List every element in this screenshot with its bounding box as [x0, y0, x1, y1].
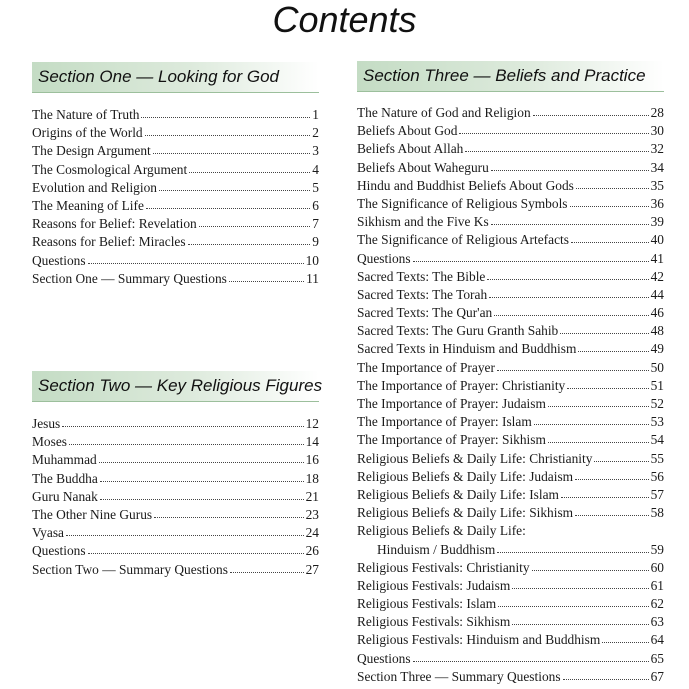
page-title: Contents [272, 0, 417, 40]
entry-page-number: 9 [312, 234, 319, 250]
entry-title: Beliefs About God [357, 123, 458, 139]
entry-title: The Importance of Prayer: Judaism [357, 396, 546, 411]
entry-title: The Design Argument [32, 143, 151, 159]
toc-entry[interactable] [32, 506, 319, 524]
toc-entry[interactable] [32, 542, 319, 560]
entry-title: Religious Beliefs & Daily Life: Islam [357, 486, 559, 502]
entry-page-number: 49 [650, 341, 664, 357]
toc-entry[interactable] [32, 470, 319, 488]
dot-leader [145, 125, 311, 136]
toc-entry[interactable] [357, 577, 664, 595]
dot-leader [154, 507, 303, 518]
entry-page-number: 4 [312, 161, 319, 177]
toc-entry[interactable] [32, 142, 319, 160]
entry-title: Beliefs About Waheguru [357, 159, 489, 175]
toc-entry[interactable] [357, 250, 664, 268]
entry-title: Sacred Texts: The Torah [357, 286, 488, 302]
entry-title: The Meaning of Life [32, 197, 144, 213]
entry-title: Religious Beliefs & Daily Life: Judaism [357, 468, 574, 484]
toc-entry[interactable] [357, 613, 664, 631]
dot-leader [512, 578, 648, 589]
toc-entry[interactable] [357, 231, 664, 249]
dot-leader [459, 123, 648, 134]
entry-page-number: 60 [650, 559, 664, 575]
entry-page-number: 40 [650, 232, 664, 248]
entry-title: Reasons for Belief: Miracles [32, 234, 186, 250]
entry-title: Sacred Texts: The Qur'an [357, 305, 493, 321]
entry-title: Sikhism and the Five Ks [357, 214, 489, 230]
toc-entry[interactable] [32, 488, 319, 506]
toc-entry[interactable] [357, 122, 664, 140]
entry-page-number: 42 [650, 268, 664, 284]
toc-entry[interactable] [357, 668, 664, 686]
entry-page-number: 50 [650, 359, 664, 375]
entry-page-number: 55 [650, 450, 664, 466]
toc-entry[interactable] [357, 450, 664, 468]
toc-entry[interactable] [357, 322, 664, 340]
entry-title: Guru Nanak [32, 488, 98, 504]
entry-page-number: 30 [650, 123, 664, 139]
entry-page-number: 11 [306, 270, 319, 286]
entry-page-number: 26 [305, 543, 319, 559]
toc-entry[interactable] [32, 124, 319, 142]
dot-leader [199, 216, 311, 227]
toc-entry[interactable] [32, 252, 319, 270]
toc-entry[interactable] [357, 340, 664, 358]
toc-entry[interactable] [357, 395, 664, 413]
entry-title: Sacred Texts: The Guru Granth Sahib [357, 323, 559, 339]
entry-title: The Other Nine Gurus [32, 506, 153, 522]
entry-title: The Nature of Truth [32, 107, 140, 122]
toc-entry[interactable] [32, 524, 319, 542]
dot-leader [153, 143, 311, 154]
entry-page-number: 61 [650, 577, 664, 593]
dot-leader [69, 434, 304, 445]
entry-page-number: 12 [305, 416, 319, 431]
toc-entry[interactable] [32, 433, 319, 451]
dot-leader [575, 469, 649, 480]
entry-title: Sacred Texts in Hinduism and Buddhism [357, 341, 577, 357]
entry-page-number: 57 [650, 486, 664, 502]
entry-title: The Significance of Religious Symbols [357, 195, 568, 211]
entry-title: Questions [357, 650, 411, 666]
toc-entry[interactable] [32, 161, 319, 179]
toc-entry[interactable] [357, 595, 664, 613]
dot-leader [548, 396, 649, 407]
dot-leader [413, 651, 649, 662]
entry-title: Hindu and Buddhist Beliefs About Gods [357, 177, 574, 193]
dot-leader [532, 560, 649, 571]
entry-title: The Importance of Prayer: Sikhism [357, 432, 546, 448]
toc-entry[interactable] [357, 213, 664, 231]
entry-page-number: 67 [650, 668, 664, 684]
dot-leader [571, 232, 649, 243]
dot-leader [533, 105, 649, 116]
entry-page-number: 39 [650, 214, 664, 230]
dot-leader [561, 487, 649, 498]
dot-leader [62, 416, 303, 427]
dot-leader [159, 180, 310, 191]
dot-leader [570, 196, 649, 207]
entry-title: Questions [32, 252, 86, 268]
entry-title: Beliefs About Allah [357, 141, 464, 157]
dot-leader [512, 614, 648, 625]
toc-entry[interactable] [357, 286, 664, 304]
dot-leader [491, 214, 649, 225]
entry-page-number: 14 [305, 434, 319, 450]
dot-leader [489, 287, 648, 298]
dot-leader [99, 452, 304, 463]
entry-page-number: 5 [312, 179, 319, 195]
dot-leader [494, 305, 648, 316]
entry-page-number: 23 [305, 506, 319, 522]
toc-entry[interactable] [357, 468, 664, 486]
toc-entry[interactable] [357, 104, 664, 122]
toc-entry[interactable] [357, 631, 664, 649]
toc-entry[interactable] [32, 561, 319, 579]
toc-entry[interactable] [32, 451, 319, 469]
section-three [357, 61, 664, 686]
entry-title: Religious Festivals: Christianity [357, 559, 530, 575]
toc-entry[interactable] [357, 177, 664, 195]
entry-page-number: 54 [650, 432, 664, 448]
toc-entry[interactable] [357, 522, 664, 558]
toc-entry[interactable] [357, 431, 664, 449]
toc-list [357, 104, 664, 686]
entry-page-number: 21 [305, 488, 319, 504]
entry-page-number: 46 [650, 305, 664, 321]
entry-title: Reasons for Belief: Revelation [32, 216, 197, 232]
entry-page-number: 63 [650, 614, 664, 630]
entry-title: The Importance of Prayer [357, 359, 495, 375]
entry-title: Questions [32, 543, 86, 559]
entry-title: Section Two — Summary Questions [32, 561, 228, 577]
toc-entry[interactable] [32, 106, 319, 124]
toc-entry[interactable] [32, 415, 319, 433]
entry-title: Section One — Summary Questions [32, 270, 227, 286]
entry-page-number: 62 [650, 596, 664, 612]
entry-title: The Nature of God and Religion [357, 105, 531, 120]
dot-leader [497, 542, 648, 553]
dot-leader [413, 251, 649, 262]
dot-leader [498, 596, 648, 607]
dot-leader [88, 253, 304, 264]
entry-page-number: 18 [305, 470, 319, 486]
section-heading: Section Two — Key Religious Figures [32, 371, 319, 402]
dot-leader [100, 471, 304, 482]
dot-leader [465, 141, 648, 152]
dot-leader [229, 271, 304, 282]
entry-title: Jesus [32, 416, 61, 431]
entry-title: The Significance of Religious Artefacts [357, 232, 569, 248]
entry-page-number: 34 [650, 159, 664, 175]
entry-page-number: 35 [650, 177, 664, 193]
entry-page-number: 65 [650, 650, 664, 666]
dot-leader [567, 378, 648, 389]
toc-entry[interactable] [357, 195, 664, 213]
toc-entry[interactable] [357, 359, 664, 377]
toc-list [32, 106, 319, 288]
entry-page-number: 64 [650, 632, 664, 648]
entry-page-number: 41 [650, 250, 664, 266]
section-heading: Section One — Looking for God [32, 62, 319, 93]
entry-title-continued: Hinduism / Buddhism [377, 541, 496, 557]
entry-title: Muhammad [32, 452, 97, 468]
entry-title: Moses [32, 434, 67, 450]
dot-leader [487, 269, 648, 280]
entry-page-number: 59 [650, 541, 664, 557]
entry-title: The Buddha [32, 470, 98, 486]
entry-page-number: 36 [650, 195, 664, 211]
dot-leader [602, 632, 648, 643]
dot-leader [534, 414, 649, 425]
section-one [32, 62, 319, 288]
toc-entry[interactable] [357, 304, 664, 322]
entry-title: Religious Festivals: Islam [357, 596, 497, 612]
entry-title: Religious Beliefs & Daily Life: Christianity [357, 450, 593, 466]
dot-leader [491, 160, 649, 171]
entry-title: Vyasa [32, 525, 64, 541]
toc-entry[interactable] [357, 486, 664, 504]
toc-entry[interactable] [357, 504, 664, 522]
dot-leader [141, 107, 310, 118]
entry-page-number: 51 [650, 377, 664, 393]
entry-title: Origins of the World [32, 125, 143, 141]
dot-leader [146, 198, 310, 209]
dot-leader [189, 162, 310, 173]
entry-title: Questions [357, 250, 411, 266]
toc-entry[interactable] [357, 159, 664, 177]
entry-title: Evolution and Religion [32, 179, 157, 195]
toc-entry[interactable] [32, 197, 319, 215]
entry-page-number: 56 [650, 468, 664, 484]
dot-leader [576, 178, 649, 189]
toc-entry[interactable] [32, 233, 319, 251]
entry-page-number: 24 [305, 525, 319, 541]
entry-title: Religious Festivals: Hinduism and Buddhism [357, 632, 601, 648]
dot-leader [548, 432, 649, 443]
dot-leader [100, 489, 304, 500]
toc-entry[interactable] [357, 140, 664, 158]
dot-leader [66, 525, 304, 536]
dot-leader [563, 669, 649, 680]
dot-leader [497, 360, 649, 371]
entry-page-number: 16 [305, 452, 319, 468]
entry-page-number: 6 [312, 197, 319, 213]
toc-entry[interactable] [357, 559, 664, 577]
entry-title: Religious Beliefs & Daily Life: Sikhism [357, 505, 574, 521]
dot-leader [560, 323, 648, 334]
entry-page-number: 28 [650, 105, 664, 120]
dot-leader [575, 505, 649, 516]
toc-entry[interactable] [357, 268, 664, 286]
entry-page-number: 48 [650, 323, 664, 339]
entry-title: Section Three — Summary Questions [357, 668, 561, 684]
entry-page-number: 58 [650, 505, 664, 521]
toc-entry[interactable] [32, 179, 319, 197]
entry-title: The Importance of Prayer: Islam [357, 414, 532, 430]
entry-page-number: 2 [312, 125, 319, 141]
entry-title: Religious Festivals: Judaism [357, 577, 511, 593]
entry-page-number: 3 [312, 143, 319, 159]
toc-entry[interactable] [32, 215, 319, 233]
entry-page-number: 10 [305, 252, 319, 268]
entry-title: Religious Beliefs & Daily Life: [357, 523, 526, 539]
toc-entry[interactable] [357, 650, 664, 668]
toc-entry[interactable] [357, 377, 664, 395]
section-heading: Section Three — Beliefs and Practice [357, 61, 664, 92]
toc-entry[interactable] [32, 270, 319, 288]
dot-leader [88, 543, 304, 554]
toc-list [32, 415, 319, 579]
dot-leader [188, 234, 311, 245]
entry-title: Religious Festivals: Sikhism [357, 614, 511, 630]
entry-page-number: 27 [305, 561, 319, 577]
entry-page-number: 44 [650, 286, 664, 302]
entry-page-number: 7 [312, 216, 319, 232]
dot-leader [230, 562, 304, 573]
entry-page-number: 1 [312, 107, 319, 122]
section-two [32, 371, 323, 579]
entry-page-number: 53 [650, 414, 664, 430]
dot-leader [594, 451, 648, 462]
entry-title: Sacred Texts: The Bible [357, 268, 486, 284]
entry-title: The Cosmological Argument [32, 161, 188, 177]
entry-page-number: 52 [650, 396, 664, 411]
entry-page-number: 32 [650, 141, 664, 157]
toc-entry[interactable] [357, 413, 664, 431]
dot-leader [578, 341, 648, 352]
entry-title: The Importance of Prayer: Christianity [357, 377, 566, 393]
